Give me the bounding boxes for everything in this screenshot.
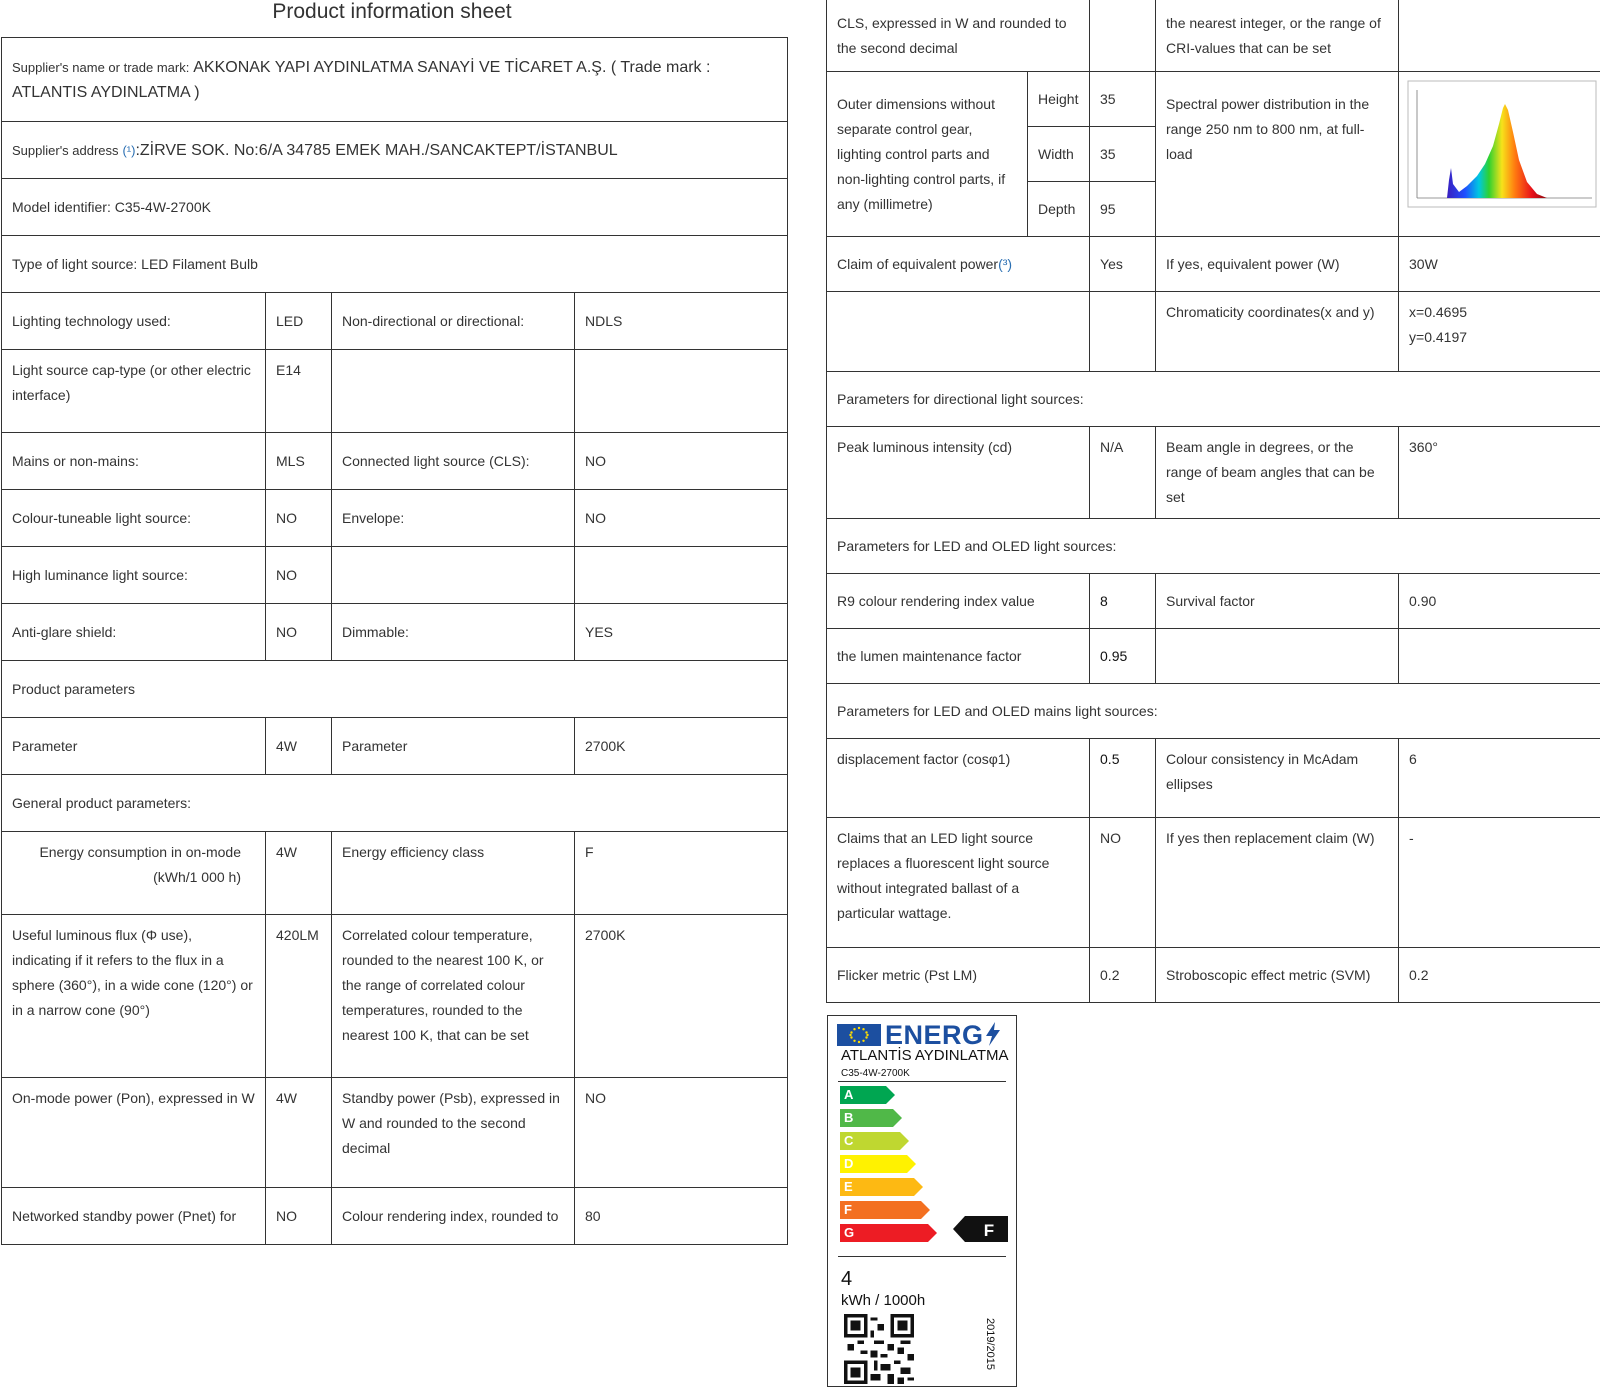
- replacement-claim-label: If yes then replacement claim (W): [1156, 818, 1399, 948]
- r9-label: R9 colour rendering index value: [827, 574, 1090, 629]
- lumen-maintenance-value: 0.95: [1090, 629, 1156, 684]
- luminous-flux-label: Useful luminous flux (Φ use), indicating if it refers to the flux in a sphere (360°), in a wide cone (120°) or in a narrow cone (90°): [2, 915, 266, 1078]
- high-luminance-value: NO: [266, 547, 332, 604]
- energy-class-bar-e: [840, 1178, 923, 1196]
- equiv-power-value: 30W: [1399, 237, 1600, 292]
- qr-code-icon[interactable]: [844, 1314, 914, 1384]
- light-source-type: Type of light source: LED Filament Bulb: [2, 236, 788, 293]
- tech-value: LED: [266, 293, 332, 350]
- equiv-claim-value: Yes: [1090, 237, 1156, 292]
- tuneable-value: NO: [266, 490, 332, 547]
- energy-consumption-unit: kWh / 1000h: [841, 1292, 926, 1309]
- direction-label: Non-directional or directional:: [332, 293, 575, 350]
- cri-label: Colour rendering index, rounded to: [332, 1188, 575, 1245]
- peak-intensity-value: N/A: [1090, 427, 1156, 519]
- energy-class-letter: D: [844, 1156, 854, 1171]
- footnote-ref-1[interactable]: (¹): [122, 142, 136, 158]
- energy-class-letter: B: [844, 1110, 854, 1125]
- depth-label: Depth: [1028, 182, 1090, 237]
- displacement-label: displacement factor (cosφ1): [827, 739, 1090, 818]
- energy-class-bar-a: [840, 1086, 895, 1104]
- left-info-table: [1, 37, 788, 1245]
- lightning-bolt-icon: [984, 1022, 1002, 1046]
- empty-cell: [1399, 629, 1600, 684]
- tuneable-label: Colour-tuneable light source:: [2, 490, 266, 547]
- width-value: 35: [1090, 127, 1156, 182]
- energy-class-label: Energy efficiency class: [332, 832, 575, 915]
- directional-params-header: Parameters for directional light sources:: [827, 372, 1600, 427]
- model-identifier: Model identifier: C35-4W-2700K: [2, 179, 788, 236]
- param1-value: 4W: [266, 718, 332, 775]
- led-params-header: Parameters for LED and OLED light sources:: [827, 519, 1600, 574]
- energy-label-divider: [838, 1256, 1006, 1257]
- survival-value: 0.90: [1399, 574, 1600, 629]
- survival-label: Survival factor: [1156, 574, 1399, 629]
- empty-cell: [1156, 629, 1399, 684]
- led-mains-params-header: Parameters for LED and OLED mains light sources:: [827, 684, 1600, 739]
- energy-class-letter: A: [844, 1087, 854, 1102]
- on-mode-power-value: 4W: [266, 1078, 332, 1188]
- empty-cell: [1090, 292, 1156, 372]
- direction-value: NDLS: [575, 293, 788, 350]
- empty-cell: [575, 547, 788, 604]
- displacement-value: 0.5: [1090, 739, 1156, 818]
- right-info-table: [826, 0, 1600, 1003]
- empty-cell: [827, 292, 1090, 372]
- energy-class-letter: E: [844, 1179, 853, 1194]
- cls-label: Connected light source (CLS):: [332, 433, 575, 490]
- dimmable-label: Dimmable:: [332, 604, 575, 661]
- supplier-name-cell: [2, 38, 788, 122]
- energy-word: ENERG: [885, 1020, 984, 1050]
- standby-power-label: Standby power (Psb), expressed in W and rounded to the second decimal: [332, 1078, 575, 1188]
- energy-label-divider: [838, 1081, 1006, 1082]
- antiglare-label: Anti-glare shield:: [2, 604, 266, 661]
- height-value: 35: [1090, 72, 1156, 127]
- energy-class-bar-d: [840, 1155, 916, 1173]
- stroboscopic-label: Stroboscopic effect metric (SVM): [1156, 948, 1399, 1003]
- energy-class-bar-c: [840, 1132, 909, 1150]
- high-luminance-label: High luminance light source:: [2, 547, 266, 604]
- chromaticity-value: [1399, 292, 1600, 372]
- eu-flag-icon: [837, 1024, 881, 1046]
- energy-class-bar-f: [840, 1201, 930, 1219]
- energy-class-letter: C: [844, 1133, 854, 1148]
- chromaticity-label: Chromaticity coordinates(x and y): [1156, 292, 1399, 372]
- param2-value: 2700K: [575, 718, 788, 775]
- fluorescent-claim-label: Claims that an LED light source replaces a fluorescent light source without integrated ballast of a particular wattage.: [827, 818, 1090, 948]
- cri-value: 80: [575, 1188, 788, 1245]
- cap-value: E14: [266, 350, 332, 433]
- energy-label-header: [837, 1020, 1005, 1050]
- cct-label: Correlated colour temperature, rounded to the nearest 100 K, or the range of correlated colour temperatures, rounded to the nearest 100 K, that can be set: [332, 915, 575, 1078]
- r9-value: 8: [1090, 574, 1156, 629]
- supplier-name-value: AKKONAK YAPI AYDINLATMA SANAYİ VE TİCARET A.Ş. ( Trade mark : ATLANTIS AYDINLATMA ): [12, 58, 711, 101]
- height-label: Height: [1028, 72, 1090, 127]
- energy-consumption-value: 4W: [266, 832, 332, 915]
- chromaticity-x: x=0.4695: [1409, 304, 1468, 320]
- supplier-address-cell: [2, 122, 788, 179]
- equiv-claim-label: Claim of equivalent power: [837, 255, 999, 272]
- empty-cell: [1399, 0, 1600, 72]
- chromaticity-y: y=0.4197: [1409, 329, 1468, 345]
- empty-cell: [332, 547, 575, 604]
- luminous-flux-value: 420LM: [266, 915, 332, 1078]
- on-mode-power-label: On-mode power (Pon), expressed in W: [2, 1078, 266, 1188]
- envelope-value: NO: [575, 490, 788, 547]
- energy-label-model: C35-4W-2700K: [841, 1068, 910, 1079]
- flicker-value: 0.2: [1090, 948, 1156, 1003]
- regulation-reference: [974, 1308, 1034, 1388]
- standby-power-value: NO: [575, 1078, 788, 1188]
- selected-class-arrow: [953, 1216, 1008, 1242]
- beam-angle-value: 360°: [1399, 427, 1600, 519]
- empty-cell: [575, 350, 788, 433]
- selected-class-letter: F: [983, 1221, 995, 1240]
- spd-label: Spectral power distribution in the range 250 nm to 800 nm, at full-load: [1156, 72, 1399, 237]
- cri-continued: the nearest integer, or the range of CRI-values that can be set: [1156, 0, 1399, 72]
- general-params-header: General product parameters:: [2, 775, 788, 832]
- equiv-claim-cell: [827, 237, 1090, 292]
- energy-class-letter: G: [844, 1225, 855, 1240]
- param2-label: Parameter: [332, 718, 575, 775]
- dimensions-label: Outer dimensions without separate control gear, lighting control parts and non-lighting control parts, if any (millimetre): [827, 72, 1028, 237]
- supplier-address-value: :ZİRVE SOK. No:6/A 34785 EMEK MAH./SANCAKTEPT/İSTANBUL: [135, 141, 618, 159]
- mains-label: Mains or non-mains:: [2, 433, 266, 490]
- beam-angle-label: Beam angle in degrees, or the range of beam angles that can be set: [1156, 427, 1399, 519]
- replacement-claim-value: -: [1399, 818, 1600, 948]
- energy-label: [827, 1015, 1017, 1387]
- regulation-text: 2019/2015: [984, 1318, 996, 1370]
- lumen-maintenance-label: the lumen maintenance factor: [827, 629, 1090, 684]
- fluorescent-claim-value: NO: [1090, 818, 1156, 948]
- supplier-address-label: Supplier's address: [12, 142, 119, 158]
- empty-cell: [1090, 0, 1156, 72]
- depth-value: 95: [1090, 182, 1156, 237]
- energy-consumption-label: Energy consumption in on-mode (kWh/1 000 h): [2, 832, 266, 915]
- footnote-ref-3[interactable]: (³): [998, 255, 1013, 272]
- energy-class-letter: F: [844, 1202, 852, 1217]
- peak-intensity-label: Peak luminous intensity (cd): [827, 427, 1090, 519]
- width-label: Width: [1028, 127, 1090, 182]
- antiglare-value: NO: [266, 604, 332, 661]
- energy-class-bar-b: [840, 1109, 902, 1127]
- spd-chart-cell: [1399, 72, 1600, 237]
- energy-label-supplier: ATLANTİS AYDINLATMA: [841, 1047, 1009, 1064]
- mcadam-value: 6: [1399, 739, 1600, 818]
- envelope-label: Envelope:: [332, 490, 575, 547]
- networked-standby-label: Networked standby power (Pnet) for: [2, 1188, 266, 1245]
- mains-value: MLS: [266, 433, 332, 490]
- cls-value: NO: [575, 433, 788, 490]
- energy-consumption-number: 4: [841, 1268, 853, 1290]
- mcadam-label: Colour consistency in McAdam ellipses: [1156, 739, 1399, 818]
- product-params-header: Product parameters: [2, 661, 788, 718]
- cls-continued: CLS, expressed in W and rounded to the second decimal: [827, 0, 1090, 72]
- networked-standby-value: NO: [266, 1188, 332, 1245]
- cct-value: 2700K: [575, 915, 788, 1078]
- page-title: Product information sheet: [272, 0, 512, 23]
- spectral-distribution-chart: [1407, 80, 1597, 208]
- equiv-power-label: If yes, equivalent power (W): [1156, 237, 1399, 292]
- param1-label: Parameter: [2, 718, 266, 775]
- empty-cell: [332, 350, 575, 433]
- flicker-label: Flicker metric (Pst LM): [827, 948, 1090, 1003]
- dimmable-value: YES: [575, 604, 788, 661]
- supplier-name-label: Supplier's name or trade mark:: [12, 59, 190, 75]
- energy-class-value: F: [575, 832, 788, 915]
- cap-label: Light source cap-type (or other electric interface): [2, 350, 266, 433]
- energy-class-bar-g: [840, 1224, 937, 1242]
- stroboscopic-value: 0.2: [1399, 948, 1600, 1003]
- tech-label: Lighting technology used:: [2, 293, 266, 350]
